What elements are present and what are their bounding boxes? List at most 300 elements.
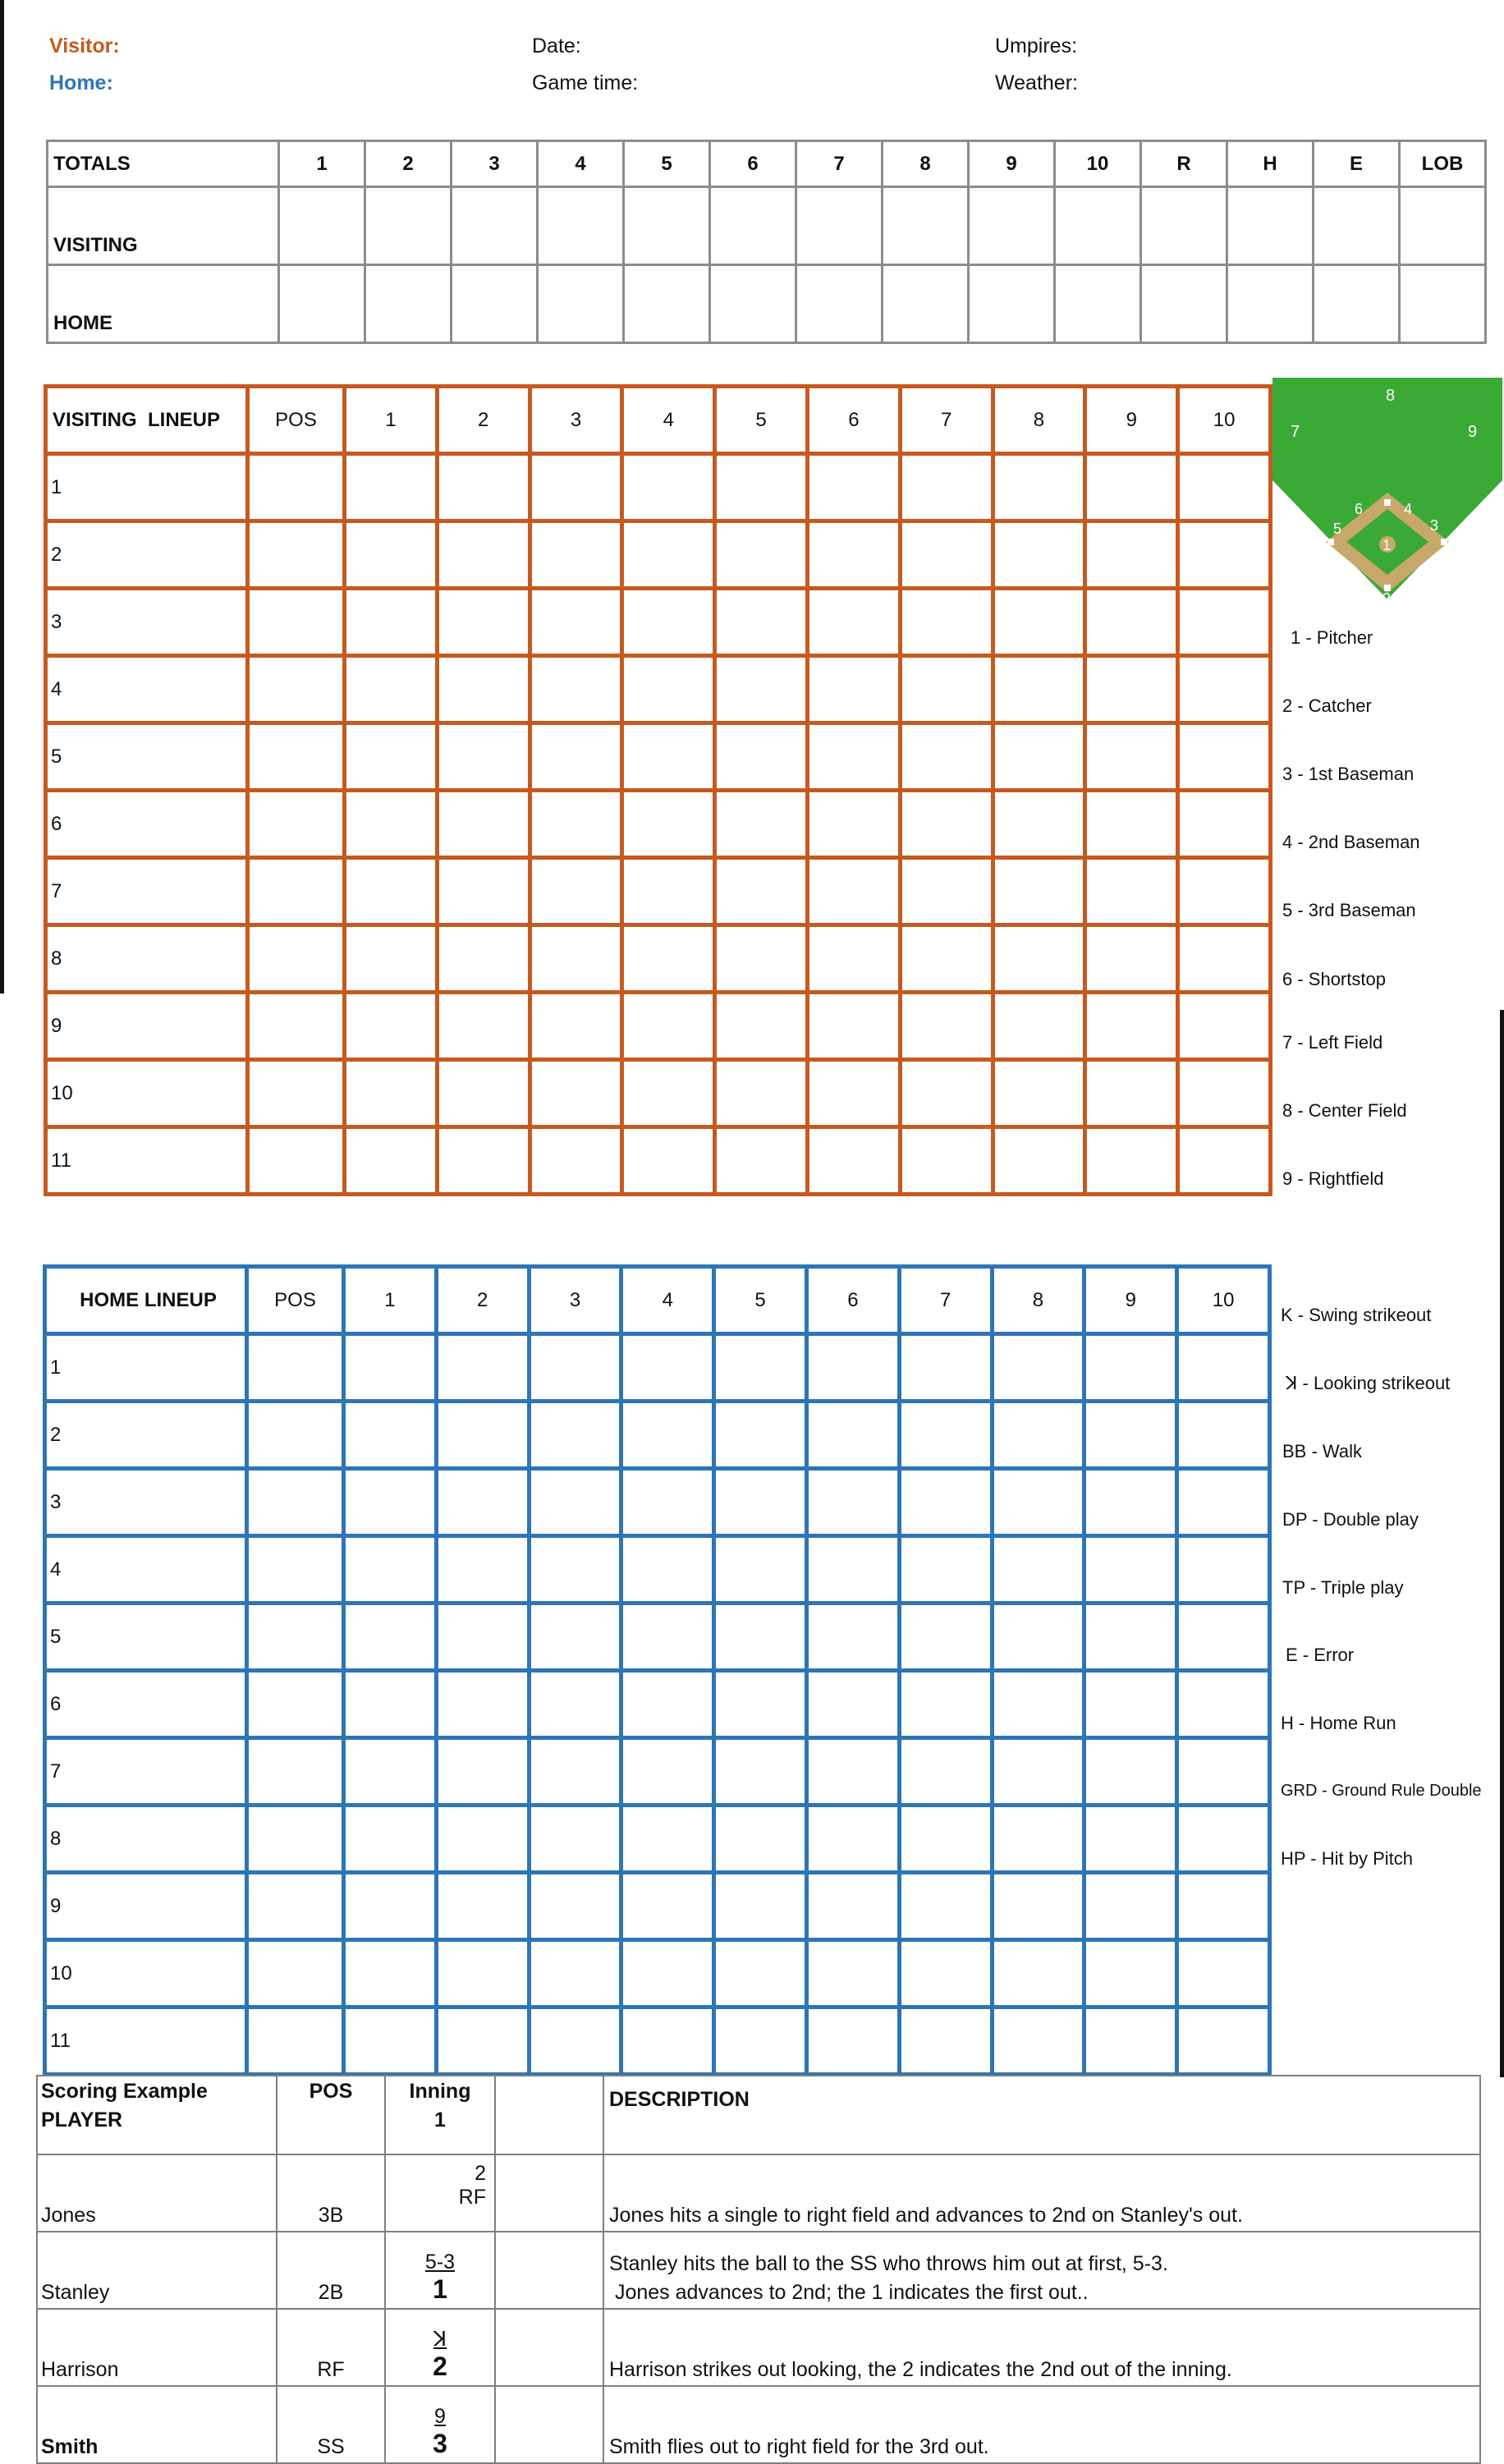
visiting-lineup-inning-cell[interactable] — [622, 925, 715, 993]
visiting-lineup-inning-cell[interactable] — [900, 925, 993, 993]
home-lineup-pos-cell[interactable] — [247, 1334, 344, 1402]
home-lineup-inning-cell[interactable] — [899, 1738, 992, 1806]
visiting-lineup-inning-cell[interactable] — [345, 791, 438, 858]
example-mark-bottom: 2 — [433, 2352, 447, 2381]
visiting-lineup-inning-cell[interactable] — [437, 1127, 530, 1195]
home-lineup-inning-cell[interactable] — [621, 1334, 714, 1402]
visiting-lineup-inning-cell[interactable] — [437, 454, 530, 521]
totals-col-header: 5 — [624, 141, 710, 187]
visiting-lineup-inning-cell[interactable] — [437, 723, 530, 791]
home-lineup-inning-cell[interactable] — [806, 1402, 899, 1469]
home-lineup-inning-cell[interactable] — [621, 1940, 714, 2007]
home-lineup-inning-cell[interactable] — [1084, 1536, 1177, 1604]
home-lineup-inning-cell[interactable] — [621, 1604, 714, 1671]
visiting-lineup-inning-cell[interactable] — [530, 1127, 622, 1195]
home-lineup-inning-cell[interactable] — [806, 1873, 899, 1940]
home-lineup-inning-cell[interactable] — [436, 1940, 529, 2007]
visiting-lineup-inning-cell[interactable] — [622, 1060, 715, 1127]
home-lineup-inning-cell[interactable] — [714, 1873, 807, 1940]
visiting-lineup-inning-cell[interactable] — [900, 454, 993, 521]
visiting-lineup-inning-cell[interactable] — [437, 521, 530, 589]
visiting-lineup-inning-cell[interactable] — [622, 791, 715, 858]
home-lineup-inning-cell[interactable] — [1177, 1806, 1270, 1873]
home-lineup-pos-cell[interactable] — [247, 1469, 344, 1536]
home-lineup-inning-cell[interactable] — [344, 2007, 437, 2075]
home-lineup-pos-cell[interactable] — [247, 1402, 344, 1469]
totals-col-header: 10 — [1055, 141, 1141, 187]
home-lineup-inning-cell[interactable] — [714, 1402, 807, 1469]
visiting-lineup-inning-cell[interactable] — [715, 925, 808, 993]
visiting-lineup-row — [46, 858, 1271, 925]
home-lineup-inning-cell[interactable] — [899, 1604, 992, 1671]
visiting-lineup-inning-cell[interactable] — [1178, 723, 1271, 791]
home-lineup-inning-cell[interactable] — [1084, 1940, 1177, 2007]
visiting-lineup-inning-cell[interactable] — [715, 1127, 808, 1195]
home-lineup-inning-cell[interactable] — [992, 1806, 1084, 1873]
visiting-lineup-inning-cell[interactable] — [1085, 925, 1178, 993]
legend-right-field: 9 - Rightfield — [1282, 1168, 1384, 1189]
home-lineup-inning-cell[interactable] — [529, 1402, 621, 1469]
home-lineup-inning-cell[interactable] — [621, 1738, 714, 1806]
visiting-lineup-inning-cell[interactable] — [900, 589, 993, 656]
visiting-lineup-inning-cell[interactable] — [993, 589, 1085, 656]
home-lineup-inning-cell[interactable] — [1177, 1536, 1270, 1604]
visiting-lineup-pos-cell[interactable] — [248, 521, 345, 589]
home-lineup-inning-cell[interactable] — [1177, 1469, 1270, 1536]
visiting-lineup-inning-cell[interactable] — [993, 723, 1085, 791]
visiting-lineup-inning-cell[interactable] — [1085, 791, 1178, 858]
legend-shortstop: 6 - Shortstop — [1282, 969, 1386, 989]
visiting-lineup-inning-cell[interactable] — [993, 925, 1085, 993]
visiting-lineup-inning-cell[interactable] — [900, 521, 993, 589]
home-lineup-inning-cell[interactable] — [806, 1806, 899, 1873]
visiting-lineup-inning-cell[interactable] — [807, 791, 900, 858]
home-lineup-inning-cell[interactable] — [714, 1738, 807, 1806]
visiting-lineup-inning-cell[interactable] — [715, 1060, 808, 1127]
visiting-lineup-inning-cell[interactable] — [345, 454, 438, 521]
visiting-lineup-inning-cell[interactable] — [807, 858, 900, 925]
visiting-lineup-inning-cell[interactable] — [715, 791, 808, 858]
visiting-lineup-pos-cell[interactable] — [248, 925, 345, 993]
visiting-lineup-row — [46, 1060, 1271, 1127]
totals-visiting-row — [48, 187, 1486, 265]
home-lineup-pos-cell[interactable] — [247, 1940, 344, 2007]
visiting-lineup-inning-cell[interactable] — [530, 1060, 622, 1127]
visiting-lineup-inning-cell[interactable] — [622, 1127, 715, 1195]
home-lineup-inning-cell[interactable] — [1084, 1671, 1177, 1738]
legend-2nd-baseman: 4 - 2nd Baseman — [1282, 832, 1420, 852]
home-lineup-inning-cell[interactable] — [621, 1469, 714, 1536]
home-lineup-pos-cell[interactable] — [247, 2007, 344, 2075]
home-lineup-inning-cell[interactable] — [621, 1873, 714, 1940]
totals-row-label: HOME — [48, 265, 279, 343]
visiting-lineup-inning-cell[interactable] — [900, 993, 993, 1060]
home-lineup-inning-cell[interactable] — [344, 1806, 437, 1873]
visiting-lineup-pos-cell[interactable] — [248, 791, 345, 858]
visiting-lineup-inning-cell[interactable] — [1178, 1060, 1271, 1127]
home-lineup-inning-cell[interactable] — [1177, 1334, 1270, 1402]
visiting-lineup-pos-cell[interactable] — [248, 656, 345, 723]
visiting-lineup-pos-cell[interactable] — [248, 1127, 345, 1195]
visiting-lineup-inning-cell[interactable] — [622, 858, 715, 925]
home-lineup-batting-order: 3 — [45, 1469, 247, 1536]
home-lineup-inning-cell[interactable] — [899, 1334, 992, 1402]
visiting-lineup-inning-cell[interactable] — [993, 858, 1085, 925]
home-lineup-inning-cell[interactable] — [344, 1469, 437, 1536]
home-lineup-inning-cell[interactable] — [621, 1806, 714, 1873]
home-lineup-inning-cell[interactable] — [344, 1873, 437, 1940]
visiting-lineup-inning-cell[interactable] — [345, 1060, 438, 1127]
home-lineup-inning-cell[interactable] — [344, 1604, 437, 1671]
home-lineup-inning-cell[interactable] — [1177, 1873, 1270, 1940]
visiting-lineup-inning-cell[interactable] — [1085, 454, 1178, 521]
home-lineup-inning-cell[interactable] — [899, 1940, 992, 2007]
legend-swing-strikeout: K - Swing strikeout — [1281, 1305, 1432, 1325]
visiting-lineup-inning-cell[interactable] — [530, 521, 622, 589]
home-lineup-inning-cell[interactable] — [806, 2007, 899, 2075]
home-lineup-inning-cell[interactable] — [1084, 1738, 1177, 1806]
home-lineup-inning-cell[interactable] — [621, 2007, 714, 2075]
visiting-lineup-inning-cell[interactable] — [715, 589, 808, 656]
home-lineup-inning-cell[interactable] — [899, 1806, 992, 1873]
home-lineup-inning-cell[interactable] — [344, 1334, 437, 1402]
visiting-lineup-inning-cell[interactable] — [807, 925, 900, 993]
home-lineup-inning-cell[interactable] — [992, 1402, 1084, 1469]
visiting-lineup-inning-cell[interactable] — [715, 521, 808, 589]
position-4: 4 — [1404, 501, 1413, 517]
home-lineup-inning-cell[interactable] — [529, 1738, 621, 1806]
visiting-lineup-inning-cell[interactable] — [900, 723, 993, 791]
visiting-lineup-inning-cell[interactable] — [1085, 589, 1178, 656]
visiting-lineup-inning-cell[interactable] — [1178, 454, 1271, 521]
home-lineup-inning-cell[interactable] — [806, 1738, 899, 1806]
home-lineup-inning-cell[interactable] — [806, 1604, 899, 1671]
home-lineup-inning-cell[interactable] — [899, 2007, 992, 2075]
visiting-lineup-inning-cell[interactable] — [530, 858, 622, 925]
visiting-lineup-batting-order: 8 — [46, 925, 248, 993]
visiting-lineup-batting-order: 1 — [46, 454, 248, 521]
example-player: Stanley — [37, 2232, 277, 2309]
visiting-lineup-row — [46, 925, 1271, 993]
visiting-lineup-inning-cell[interactable] — [993, 454, 1085, 521]
umpires-label: Umpires: — [995, 34, 1078, 57]
visiting-lineup-inning-cell[interactable] — [622, 589, 715, 656]
example-pos: 3B — [277, 2154, 385, 2232]
visiting-lineup-inning-cell[interactable] — [900, 656, 993, 723]
home-lineup-inning-cell[interactable] — [344, 1738, 437, 1806]
home-lineup-inning-cell[interactable] — [1084, 1806, 1177, 1873]
visiting-lineup-pos-cell[interactable] — [248, 589, 345, 656]
visiting-lineup-inning-cell[interactable] — [715, 993, 808, 1060]
home-lineup-inning-cell[interactable] — [436, 1536, 529, 1604]
home-lineup-inning-cell[interactable] — [714, 1604, 807, 1671]
home-lineup-inning-cell[interactable] — [436, 1604, 529, 1671]
visiting-lineup-inning-cell[interactable] — [1178, 1127, 1271, 1195]
visiting-lineup-inning-cell[interactable] — [993, 521, 1085, 589]
visiting-lineup-inning-cell[interactable] — [807, 454, 900, 521]
home-lineup-inning-cell[interactable] — [806, 1334, 899, 1402]
totals-col-header: R — [1141, 141, 1227, 187]
home-lineup-inning-cell[interactable] — [436, 1402, 529, 1469]
visiting-lineup-inning-cell[interactable] — [993, 656, 1085, 723]
visiting-lineup-inning-cell[interactable] — [622, 723, 715, 791]
visiting-lineup-inning-cell[interactable] — [437, 656, 530, 723]
example-player-label: PLAYER — [41, 2108, 123, 2131]
visiting-lineup-pos-cell[interactable] — [248, 993, 345, 1060]
visiting-lineup-inning-cell[interactable] — [345, 858, 438, 925]
home-lineup-inning-cell[interactable] — [436, 1806, 529, 1873]
visiting-lineup-inning-cell[interactable] — [1178, 858, 1271, 925]
home-lineup-inning-cell[interactable] — [529, 1806, 621, 1873]
visiting-lineup-inning-cell[interactable] — [530, 791, 622, 858]
home-lineup-inning-cell[interactable] — [1084, 1604, 1177, 1671]
legend-3rd-baseman: 5 - 3rd Baseman — [1282, 900, 1416, 920]
home-lineup-inning-cell[interactable] — [529, 1334, 621, 1402]
visiting-lineup-inning-cell[interactable] — [807, 1060, 900, 1127]
visiting-lineup-inning-cell[interactable] — [345, 589, 438, 656]
visiting-lineup-inning-cell[interactable] — [993, 1127, 1085, 1195]
home-lineup-inning-cell[interactable] — [899, 1873, 992, 1940]
position-2: 2 — [1382, 590, 1392, 607]
home-lineup-inning-cell[interactable] — [899, 1402, 992, 1469]
home-lineup-inning-cell[interactable] — [1177, 1402, 1270, 1469]
home-lineup-pos-cell[interactable] — [247, 1671, 344, 1738]
example-description — [603, 2232, 1480, 2309]
visiting-lineup-inning-cell[interactable] — [345, 723, 438, 791]
legend-double-play: DP - Double play — [1282, 1509, 1419, 1530]
visiting-lineup-inning-cell[interactable] — [622, 993, 715, 1060]
visiting-lineup-inning-cell[interactable] — [437, 791, 530, 858]
home-lineup-inning-cell[interactable] — [992, 1940, 1084, 2007]
home-lineup-inning-cell[interactable] — [436, 1671, 529, 1738]
home-lineup-inning-cell[interactable] — [1177, 2007, 1270, 2075]
home-lineup-inning-cell[interactable] — [436, 1873, 529, 1940]
home-lineup-row — [45, 1873, 1270, 1940]
home-lineup-inning-cell[interactable] — [529, 1940, 621, 2007]
example-mark — [385, 2232, 495, 2309]
home-lineup-inning-cell[interactable] — [714, 1940, 807, 2007]
home-lineup-inning-cell[interactable] — [529, 1469, 621, 1536]
visiting-lineup-inning-cell[interactable] — [1178, 656, 1271, 723]
home-lineup-pos-cell[interactable] — [247, 1806, 344, 1873]
visiting-lineup-inning-cell[interactable] — [1178, 993, 1271, 1060]
home-lineup-inning-cell[interactable] — [992, 1873, 1084, 1940]
example-pos-header: POS — [277, 2076, 385, 2154]
totals-header-label: TOTALS — [48, 141, 279, 187]
visiting-lineup-inning-cell[interactable] — [530, 993, 622, 1060]
visiting-lineup-inning-cell[interactable] — [993, 993, 1085, 1060]
visiting-lineup-inning-cell[interactable] — [530, 925, 622, 993]
home-lineup-inning-cell[interactable] — [344, 1536, 437, 1604]
home-lineup-inning-cell[interactable] — [992, 1604, 1084, 1671]
home-lineup-inning-cell[interactable] — [992, 1469, 1084, 1536]
totals-col-header: H — [1227, 141, 1314, 187]
home-lineup-inning-cell[interactable] — [714, 2007, 807, 2075]
legend-walk: BB - Walk — [1282, 1441, 1362, 1461]
visiting-lineup-inning-cell[interactable] — [1178, 925, 1271, 993]
visiting-lineup-col-header: 6 — [807, 387, 900, 454]
visiting-lineup-inning-cell[interactable] — [1085, 1060, 1178, 1127]
visiting-lineup-inning-cell[interactable] — [1085, 723, 1178, 791]
visiting-lineup-inning-cell[interactable] — [807, 521, 900, 589]
example-pos: SS — [277, 2386, 385, 2463]
visiting-lineup-inning-cell[interactable] — [530, 454, 622, 521]
home-lineup-inning-cell[interactable] — [529, 1873, 621, 1940]
visiting-lineup-inning-cell[interactable] — [807, 589, 900, 656]
visiting-lineup-inning-cell[interactable] — [900, 791, 993, 858]
home-lineup-inning-cell[interactable] — [621, 1536, 714, 1604]
home-lineup-inning-cell[interactable] — [714, 1469, 807, 1536]
visiting-lineup-row — [46, 993, 1271, 1060]
visiting-lineup-pos-cell[interactable] — [248, 454, 345, 521]
visiting-lineup-inning-cell[interactable] — [715, 858, 808, 925]
visiting-lineup-inning-cell[interactable] — [900, 858, 993, 925]
visiting-lineup-inning-cell[interactable] — [530, 589, 622, 656]
home-lineup-inning-cell[interactable] — [806, 1940, 899, 2007]
home-lineup-inning-cell[interactable] — [992, 1334, 1084, 1402]
home-lineup-inning-cell[interactable] — [899, 1536, 992, 1604]
visiting-lineup-inning-cell[interactable] — [715, 454, 808, 521]
home-lineup-inning-cell[interactable] — [529, 2007, 621, 2075]
visiting-lineup-inning-cell[interactable] — [345, 656, 438, 723]
legend-hit-by-pitch: HP - Hit by Pitch — [1281, 1848, 1413, 1869]
visiting-lineup-inning-cell[interactable] — [1085, 858, 1178, 925]
visiting-lineup-batting-order: 10 — [46, 1060, 248, 1127]
visiting-lineup-inning-cell[interactable] — [1085, 1127, 1178, 1195]
visiting-lineup-pos-cell[interactable] — [248, 1060, 345, 1127]
home-lineup-batting-order: 7 — [45, 1738, 247, 1806]
home-lineup-inning-cell[interactable] — [1177, 1604, 1270, 1671]
visiting-lineup-inning-cell[interactable] — [437, 1060, 530, 1127]
visiting-lineup-inning-cell[interactable] — [715, 656, 808, 723]
visiting-lineup-inning-cell[interactable] — [437, 589, 530, 656]
visiting-lineup-inning-cell[interactable] — [1178, 521, 1271, 589]
home-lineup-inning-cell[interactable] — [992, 1738, 1084, 1806]
legend-left-field: 7 - Left Field — [1282, 1032, 1383, 1053]
example-description-line: Stanley hits the ball to the SS who throws him out at first, 5-3. — [609, 2252, 1168, 2275]
home-lineup-inning-cell[interactable] — [899, 1671, 992, 1738]
visiting-lineup-inning-cell[interactable] — [437, 993, 530, 1060]
example-player: Jones — [37, 2154, 277, 2232]
visiting-lineup-inning-cell[interactable] — [345, 925, 438, 993]
home-lineup-row — [45, 2007, 1270, 2075]
visiting-lineup-inning-cell[interactable] — [530, 656, 622, 723]
home-lineup-inning-cell[interactable] — [1084, 1402, 1177, 1469]
visiting-lineup-inning-cell[interactable] — [437, 858, 530, 925]
visiting-lineup-inning-cell[interactable] — [345, 521, 438, 589]
home-lineup-inning-cell[interactable] — [621, 1671, 714, 1738]
visiting-lineup-inning-cell[interactable] — [345, 993, 438, 1060]
home-lineup-inning-cell[interactable] — [436, 1738, 529, 1806]
home-lineup-inning-cell[interactable] — [1084, 1469, 1177, 1536]
visiting-lineup-inning-cell[interactable] — [1178, 791, 1271, 858]
visiting-lineup-inning-cell[interactable] — [993, 791, 1085, 858]
visiting-lineup-inning-cell[interactable] — [622, 454, 715, 521]
home-lineup-inning-cell[interactable] — [992, 1536, 1084, 1604]
visiting-lineup-inning-cell[interactable] — [900, 1060, 993, 1127]
visiting-lineup-inning-cell[interactable] — [530, 723, 622, 791]
home-lineup-inning-cell[interactable] — [344, 1940, 437, 2007]
home-lineup-pos-cell[interactable] — [247, 1604, 344, 1671]
home-lineup-inning-cell[interactable] — [1177, 1738, 1270, 1806]
totals-col-header: E — [1314, 141, 1400, 187]
home-lineup-inning-cell[interactable] — [529, 1536, 621, 1604]
home-lineup-inning-cell[interactable] — [1177, 1671, 1270, 1738]
home-lineup-inning-cell[interactable] — [436, 1469, 529, 1536]
home-lineup-inning-cell[interactable] — [714, 1671, 807, 1738]
home-lineup-inning-cell[interactable] — [344, 1402, 437, 1469]
totals-header-row — [48, 141, 1486, 187]
visiting-lineup-inning-cell[interactable] — [1085, 521, 1178, 589]
home-lineup-batting-order: 9 — [45, 1873, 247, 1940]
position-6: 6 — [1355, 501, 1364, 517]
visiting-lineup-batting-order: 7 — [46, 858, 248, 925]
visiting-lineup-inning-cell[interactable] — [1178, 589, 1271, 656]
home-lineup-inning-cell[interactable] — [529, 1671, 621, 1738]
visiting-lineup-inning-cell[interactable] — [622, 656, 715, 723]
visiting-lineup-col-header: 1 — [345, 387, 438, 454]
visiting-lineup-inning-cell[interactable] — [807, 656, 900, 723]
home-lineup-inning-cell[interactable] — [1177, 1940, 1270, 2007]
visiting-lineup-pos-cell[interactable] — [248, 858, 345, 925]
home-lineup-inning-cell[interactable] — [992, 1671, 1084, 1738]
visiting-lineup-inning-cell[interactable] — [807, 993, 900, 1060]
position-5: 5 — [1333, 521, 1342, 537]
home-lineup-inning-cell[interactable] — [806, 1469, 899, 1536]
visiting-lineup-inning-cell[interactable] — [807, 723, 900, 791]
home-lineup-row — [45, 1738, 1270, 1806]
home-lineup-pos-cell[interactable] — [247, 1738, 344, 1806]
visiting-lineup-inning-cell[interactable] — [715, 723, 808, 791]
example-pos: 2B — [277, 2232, 385, 2309]
example-header-row — [37, 2076, 1480, 2154]
home-lineup-inning-cell[interactable] — [899, 1469, 992, 1536]
legend-catcher: 2 - Catcher — [1282, 695, 1372, 716]
home-lineup-inning-cell[interactable] — [1084, 1873, 1177, 1940]
home-lineup-inning-cell[interactable] — [714, 1536, 807, 1604]
visiting-lineup-inning-cell[interactable] — [807, 1127, 900, 1195]
date-label: Date: — [532, 34, 581, 57]
visiting-lineup-row — [46, 1127, 1271, 1195]
visiting-lineup-inning-cell[interactable] — [622, 521, 715, 589]
home-lineup-inning-cell[interactable] — [1084, 1334, 1177, 1402]
visiting-lineup-inning-cell[interactable] — [1085, 993, 1178, 1060]
visiting-lineup-inning-cell[interactable] — [1085, 656, 1178, 723]
visiting-lineup-inning-cell[interactable] — [437, 925, 530, 993]
visiting-lineup-pos-cell[interactable] — [248, 723, 345, 791]
home-lineup-inning-cell[interactable] — [436, 2007, 529, 2075]
visiting-lineup-col-header: 7 — [900, 387, 993, 454]
visiting-lineup-inning-cell[interactable] — [900, 1127, 993, 1195]
home-lineup-inning-cell[interactable] — [714, 1806, 807, 1873]
home-lineup-inning-cell[interactable] — [436, 1334, 529, 1402]
home-lineup-inning-cell[interactable] — [621, 1402, 714, 1469]
home-lineup-pos-cell[interactable] — [247, 1873, 344, 1940]
home-lineup-inning-cell[interactable] — [992, 2007, 1084, 2075]
home-lineup-pos-cell[interactable] — [247, 1536, 344, 1604]
visiting-lineup-row — [46, 723, 1271, 791]
home-lineup-inning-cell[interactable] — [714, 1334, 807, 1402]
home-lineup-inning-cell[interactable] — [529, 1604, 621, 1671]
visiting-lineup-inning-cell[interactable] — [993, 1060, 1085, 1127]
home-lineup-inning-cell[interactable] — [344, 1671, 437, 1738]
home-lineup-inning-cell[interactable] — [806, 1671, 899, 1738]
visiting-lineup-inning-cell[interactable] — [345, 1127, 438, 1195]
home-lineup-batting-order: 2 — [45, 1402, 247, 1469]
home-lineup-row — [45, 1940, 1270, 2007]
home-lineup-inning-cell[interactable] — [806, 1536, 899, 1604]
home-lineup-inning-cell[interactable] — [1084, 2007, 1177, 2075]
